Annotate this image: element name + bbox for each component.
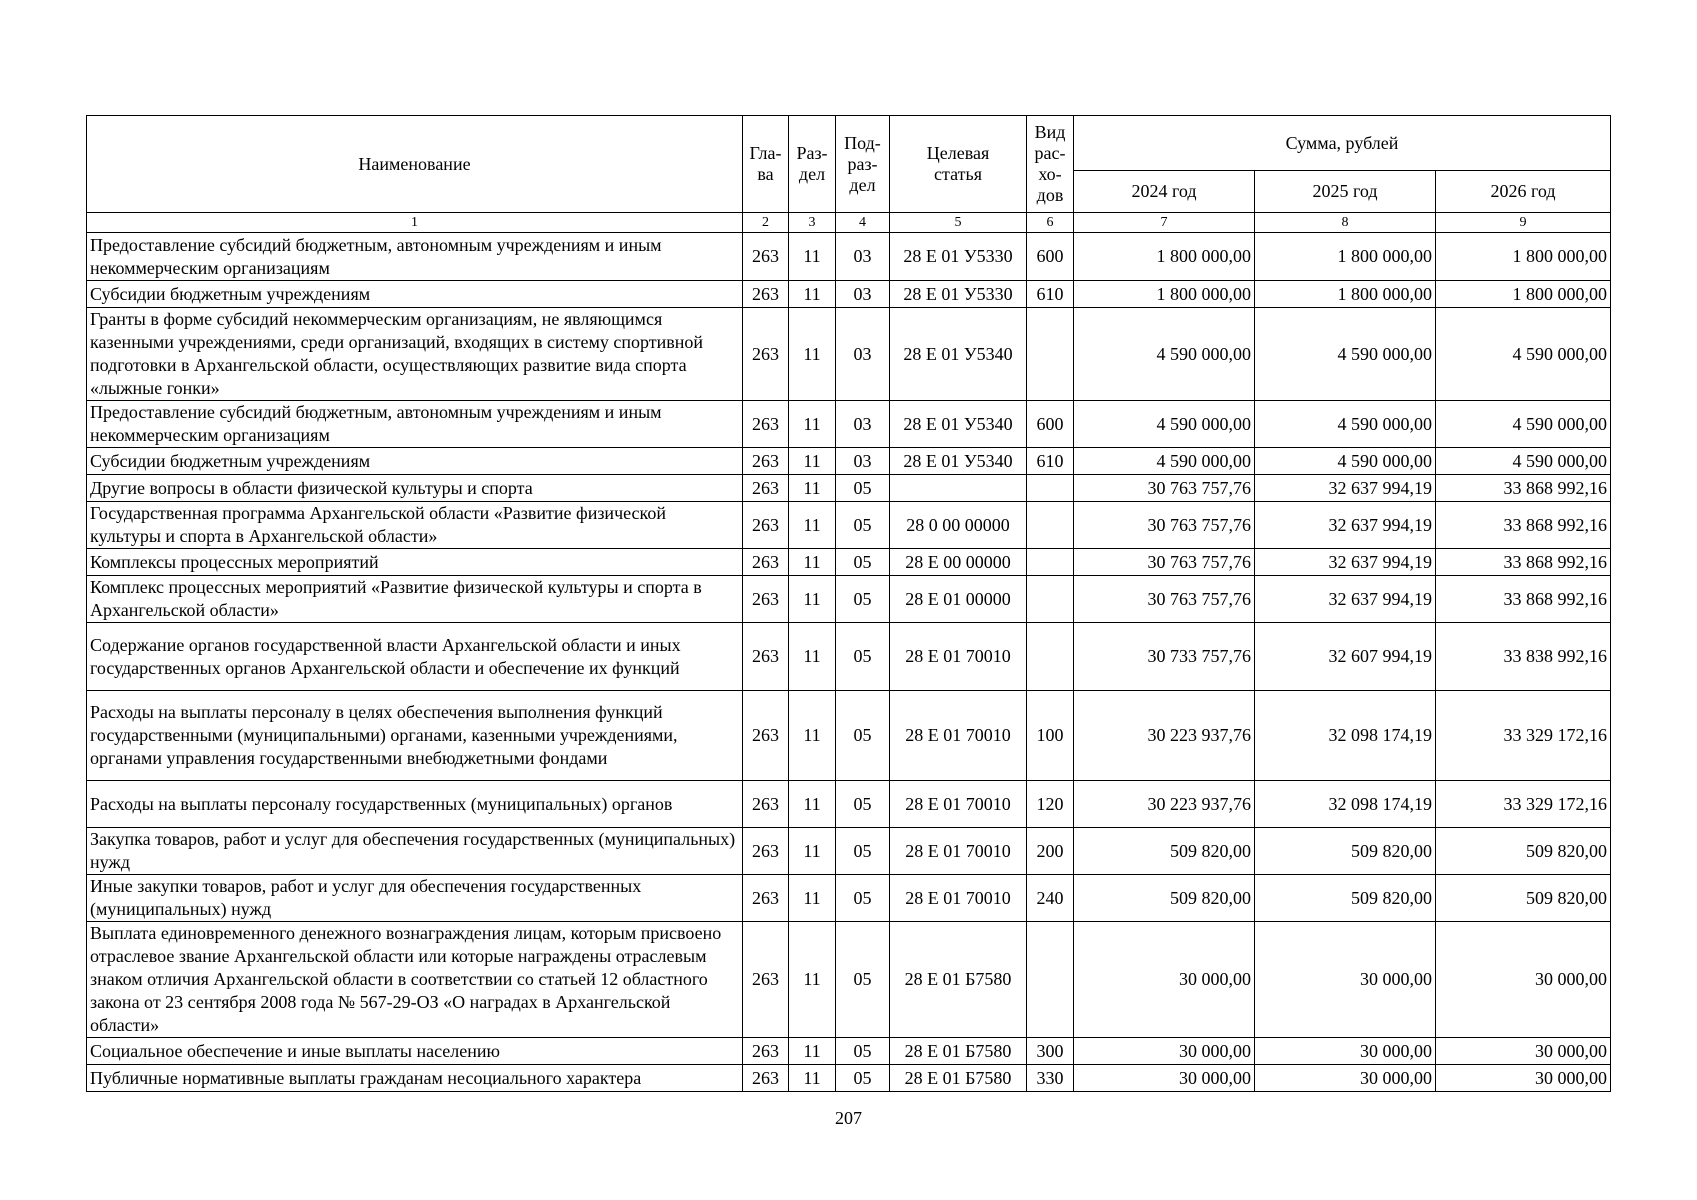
table-row — [87, 1065, 1611, 1092]
row-amount-2025: 30 000,00 — [1255, 1065, 1436, 1092]
table-row — [87, 233, 1611, 281]
row-podrazdel: 03 — [836, 401, 890, 448]
row-name: Выплата единовременного денежного вознаграждения лицам, которым присвоено отраслевое звание Архангельской области или которые награждены отраслевым знаком отличия Архангельской области в соответствии со статьей 12 областного закона от 23 сентября 2008 года № 567-29-ОЗ «О наградах в Архангельской области» — [87, 922, 743, 1038]
row-name: Закупка товаров, работ и услуг для обеспечения государственных (муниципальных) нужд — [87, 828, 743, 875]
row-amount-2025: 30 000,00 — [1255, 922, 1436, 1038]
row-celevaya-statya: 28 Е 01 У5330 — [890, 281, 1027, 308]
row-celevaya-statya: 28 Е 01 У5340 — [890, 448, 1027, 475]
row-amount-2024: 30 223 937,76 — [1074, 781, 1255, 828]
row-vid-rashodov: 610 — [1027, 281, 1074, 308]
row-amount-2024: 30 763 757,76 — [1074, 549, 1255, 576]
table-row — [87, 1038, 1611, 1065]
row-celevaya-statya: 28 Е 00 00000 — [890, 549, 1027, 576]
row-name: Расходы на выплаты персоналу государственных (муниципальных) органов — [87, 781, 743, 828]
row-razdel: 11 — [789, 1038, 836, 1065]
row-name: Субсидии бюджетным учреждениям — [87, 448, 743, 475]
row-amount-2026: 509 820,00 — [1436, 875, 1611, 922]
row-amount-2026: 33 868 992,16 — [1436, 475, 1611, 502]
row-razdel: 11 — [789, 448, 836, 475]
row-amount-2026: 33 868 992,16 — [1436, 576, 1611, 623]
row-amount-2025: 30 000,00 — [1255, 1038, 1436, 1065]
row-name: Гранты в форме субсидий некоммерческим организациям, не являющимся казенными учреждениями, среди организаций, входящих в систему спортивной подготовки в Архангельской области, осуществляющих развитие вида спорта «лыжные гонки» — [87, 308, 743, 401]
row-podrazdel: 03 — [836, 448, 890, 475]
row-amount-2025: 1 800 000,00 — [1255, 281, 1436, 308]
row-amount-2025: 4 590 000,00 — [1255, 308, 1436, 401]
row-amount-2025: 1 800 000,00 — [1255, 233, 1436, 281]
row-amount-2024: 30 763 757,76 — [1074, 475, 1255, 502]
row-glava: 263 — [743, 576, 789, 623]
row-razdel: 11 — [789, 875, 836, 922]
header-vid-rashodov: Вид рас- хо- дов — [1027, 116, 1074, 213]
row-amount-2024: 509 820,00 — [1074, 875, 1255, 922]
row-vid-rashodov: 600 — [1027, 233, 1074, 281]
row-glava: 263 — [743, 401, 789, 448]
row-vid-rashodov: 600 — [1027, 401, 1074, 448]
row-podrazdel: 05 — [836, 623, 890, 691]
row-amount-2024: 1 800 000,00 — [1074, 233, 1255, 281]
row-name: Комплексы процессных мероприятий — [87, 549, 743, 576]
row-amount-2024: 509 820,00 — [1074, 828, 1255, 875]
table-row — [87, 576, 1611, 623]
row-amount-2025: 509 820,00 — [1255, 828, 1436, 875]
row-celevaya-statya: 28 Е 01 70010 — [890, 691, 1027, 781]
table-row — [87, 781, 1611, 828]
row-vid-rashodov: 240 — [1027, 875, 1074, 922]
header-glava: Гла- ва — [743, 116, 789, 213]
table-row — [87, 401, 1611, 448]
table-row — [87, 475, 1611, 502]
row-celevaya-statya: 28 Е 01 70010 — [890, 623, 1027, 691]
row-amount-2025: 4 590 000,00 — [1255, 401, 1436, 448]
row-vid-rashodov — [1027, 922, 1074, 1038]
row-amount-2024: 30 000,00 — [1074, 922, 1255, 1038]
row-name: Расходы на выплаты персоналу в целях обеспечения выполнения функций государственными (муниципальными) органами, казенными учреждениями, органами управления государственными внебюджетными фондами — [87, 691, 743, 781]
row-razdel: 11 — [789, 308, 836, 401]
row-amount-2026: 509 820,00 — [1436, 828, 1611, 875]
row-name: Предоставление субсидий бюджетным, автономным учреждениям и иным некоммерческим организациям — [87, 233, 743, 281]
column-number: 2 — [743, 213, 789, 233]
row-glava: 263 — [743, 308, 789, 401]
column-number: 3 — [789, 213, 836, 233]
row-razdel: 11 — [789, 502, 836, 549]
row-podrazdel: 03 — [836, 281, 890, 308]
row-podrazdel: 05 — [836, 502, 890, 549]
row-celevaya-statya: 28 Е 01 Б7580 — [890, 1065, 1027, 1092]
row-name: Публичные нормативные выплаты гражданам несоциального характера — [87, 1065, 743, 1092]
page-number: 207 — [835, 1108, 862, 1128]
row-glava: 263 — [743, 691, 789, 781]
row-vid-rashodov — [1027, 475, 1074, 502]
header-podrazdel: Под- раз- дел — [836, 116, 890, 213]
row-glava: 263 — [743, 623, 789, 691]
row-amount-2026: 4 590 000,00 — [1436, 401, 1611, 448]
row-name: Иные закупки товаров, работ и услуг для обеспечения государственных (муниципальных) нужд — [87, 875, 743, 922]
row-celevaya-statya — [890, 475, 1027, 502]
row-amount-2026: 4 590 000,00 — [1436, 308, 1611, 401]
row-glava: 263 — [743, 475, 789, 502]
row-amount-2026: 33 329 172,16 — [1436, 781, 1611, 828]
row-amount-2024: 30 733 757,76 — [1074, 623, 1255, 691]
row-podrazdel: 05 — [836, 1065, 890, 1092]
row-razdel: 11 — [789, 781, 836, 828]
row-celevaya-statya: 28 Е 01 70010 — [890, 875, 1027, 922]
row-glava: 263 — [743, 448, 789, 475]
row-podrazdel: 05 — [836, 1038, 890, 1065]
header-summa: Сумма, рублей — [1074, 116, 1611, 171]
row-amount-2025: 32 637 994,19 — [1255, 549, 1436, 576]
row-amount-2025: 32 098 174,19 — [1255, 781, 1436, 828]
row-razdel: 11 — [789, 281, 836, 308]
row-amount-2025: 32 637 994,19 — [1255, 502, 1436, 549]
row-vid-rashodov — [1027, 502, 1074, 549]
header-year-2026: 2026 год — [1436, 171, 1611, 213]
row-amount-2024: 30 223 937,76 — [1074, 691, 1255, 781]
row-celevaya-statya: 28 Е 01 Б7580 — [890, 922, 1027, 1038]
row-amount-2025: 4 590 000,00 — [1255, 448, 1436, 475]
row-amount-2024: 1 800 000,00 — [1074, 281, 1255, 308]
row-podrazdel: 05 — [836, 475, 890, 502]
column-number: 7 — [1074, 213, 1255, 233]
row-celevaya-statya: 28 0 00 00000 — [890, 502, 1027, 549]
table-body — [87, 213, 1611, 1092]
row-amount-2026: 33 868 992,16 — [1436, 502, 1611, 549]
row-vid-rashodov — [1027, 308, 1074, 401]
header-name: Наименование — [87, 116, 743, 213]
row-celevaya-statya: 28 Е 01 У5340 — [890, 308, 1027, 401]
row-amount-2024: 30 000,00 — [1074, 1065, 1255, 1092]
row-podrazdel: 05 — [836, 922, 890, 1038]
row-razdel: 11 — [789, 922, 836, 1038]
row-celevaya-statya: 28 Е 01 70010 — [890, 828, 1027, 875]
row-razdel: 11 — [789, 401, 836, 448]
row-name: Предоставление субсидий бюджетным, автономным учреждениям и иным некоммерческим организациям — [87, 401, 743, 448]
column-number-row — [87, 213, 1611, 233]
row-vid-rashodov: 120 — [1027, 781, 1074, 828]
row-amount-2026: 33 329 172,16 — [1436, 691, 1611, 781]
header-razdel: Раз- дел — [789, 116, 836, 213]
row-amount-2024: 4 590 000,00 — [1074, 401, 1255, 448]
column-number: 8 — [1255, 213, 1436, 233]
row-amount-2024: 30 763 757,76 — [1074, 576, 1255, 623]
row-razdel: 11 — [789, 549, 836, 576]
row-celevaya-statya: 28 Е 01 70010 — [890, 781, 1027, 828]
table-row — [87, 691, 1611, 781]
header-row-top — [87, 116, 1611, 171]
row-glava: 263 — [743, 875, 789, 922]
row-podrazdel: 05 — [836, 691, 890, 781]
column-number: 1 — [87, 213, 743, 233]
row-glava: 263 — [743, 281, 789, 308]
row-razdel: 11 — [789, 623, 836, 691]
row-razdel: 11 — [789, 828, 836, 875]
row-amount-2024: 4 590 000,00 — [1074, 308, 1255, 401]
row-amount-2026: 33 868 992,16 — [1436, 549, 1611, 576]
column-number: 6 — [1027, 213, 1074, 233]
row-razdel: 11 — [789, 691, 836, 781]
row-amount-2025: 32 607 994,19 — [1255, 623, 1436, 691]
row-podrazdel: 05 — [836, 828, 890, 875]
row-celevaya-statya: 28 Е 01 У5340 — [890, 401, 1027, 448]
row-name: Комплекс процессных мероприятий «Развитие физической культуры и спорта в Архангельской области» — [87, 576, 743, 623]
table-row — [87, 308, 1611, 401]
column-number: 9 — [1436, 213, 1611, 233]
column-number: 4 — [836, 213, 890, 233]
row-amount-2024: 30 000,00 — [1074, 1038, 1255, 1065]
row-podrazdel: 05 — [836, 781, 890, 828]
row-name: Другие вопросы в области физической культуры и спорта — [87, 475, 743, 502]
row-celevaya-statya: 28 Е 01 00000 — [890, 576, 1027, 623]
row-amount-2024: 30 763 757,76 — [1074, 502, 1255, 549]
row-glava: 263 — [743, 828, 789, 875]
row-glava: 263 — [743, 1038, 789, 1065]
row-razdel: 11 — [789, 233, 836, 281]
row-amount-2024: 4 590 000,00 — [1074, 448, 1255, 475]
column-number: 5 — [890, 213, 1027, 233]
row-name: Субсидии бюджетным учреждениям — [87, 281, 743, 308]
row-razdel: 11 — [789, 576, 836, 623]
row-amount-2026: 1 800 000,00 — [1436, 233, 1611, 281]
row-amount-2025: 509 820,00 — [1255, 875, 1436, 922]
row-vid-rashodov — [1027, 549, 1074, 576]
row-razdel: 11 — [789, 475, 836, 502]
row-celevaya-statya: 28 Е 01 У5330 — [890, 233, 1027, 281]
row-podrazdel: 03 — [836, 233, 890, 281]
row-vid-rashodov: 610 — [1027, 448, 1074, 475]
row-vid-rashodov — [1027, 623, 1074, 691]
row-glava: 263 — [743, 549, 789, 576]
row-podrazdel: 03 — [836, 308, 890, 401]
row-vid-rashodov: 200 — [1027, 828, 1074, 875]
row-amount-2026: 33 838 992,16 — [1436, 623, 1611, 691]
row-glava: 263 — [743, 233, 789, 281]
row-amount-2026: 30 000,00 — [1436, 1038, 1611, 1065]
row-amount-2026: 4 590 000,00 — [1436, 448, 1611, 475]
row-glava: 263 — [743, 922, 789, 1038]
row-name: Содержание органов государственной власти Архангельской области и иных государственных органов Архангельской области и обеспечение их функций — [87, 623, 743, 691]
row-vid-rashodov: 330 — [1027, 1065, 1074, 1092]
row-amount-2025: 32 637 994,19 — [1255, 576, 1436, 623]
row-podrazdel: 05 — [836, 875, 890, 922]
row-name: Социальное обеспечение и иные выплаты населению — [87, 1038, 743, 1065]
budget-table — [86, 115, 1611, 1092]
table-row — [87, 549, 1611, 576]
row-glava: 263 — [743, 781, 789, 828]
row-vid-rashodov: 100 — [1027, 691, 1074, 781]
table-row — [87, 623, 1611, 691]
row-amount-2025: 32 637 994,19 — [1255, 475, 1436, 502]
table-row — [87, 922, 1611, 1038]
header-year-2024: 2024 год — [1074, 171, 1255, 213]
header-year-2025: 2025 год — [1255, 171, 1436, 213]
table-row — [87, 281, 1611, 308]
row-razdel: 11 — [789, 1065, 836, 1092]
row-glava: 263 — [743, 1065, 789, 1092]
row-vid-rashodov: 300 — [1027, 1038, 1074, 1065]
row-amount-2025: 32 098 174,19 — [1255, 691, 1436, 781]
row-amount-2026: 1 800 000,00 — [1436, 281, 1611, 308]
table-row — [87, 828, 1611, 875]
row-amount-2026: 30 000,00 — [1436, 1065, 1611, 1092]
header-celevaya-statya: Целевая статья — [890, 116, 1027, 213]
row-name: Государственная программа Архангельской области «Развитие физической культуры и спорта в Архангельской области» — [87, 502, 743, 549]
row-podrazdel: 05 — [836, 549, 890, 576]
row-podrazdel: 05 — [836, 576, 890, 623]
row-celevaya-statya: 28 Е 01 Б7580 — [890, 1038, 1027, 1065]
row-amount-2026: 30 000,00 — [1436, 922, 1611, 1038]
table-row — [87, 502, 1611, 549]
row-glava: 263 — [743, 502, 789, 549]
table-row — [87, 448, 1611, 475]
table-row — [87, 875, 1611, 922]
row-vid-rashodov — [1027, 576, 1074, 623]
